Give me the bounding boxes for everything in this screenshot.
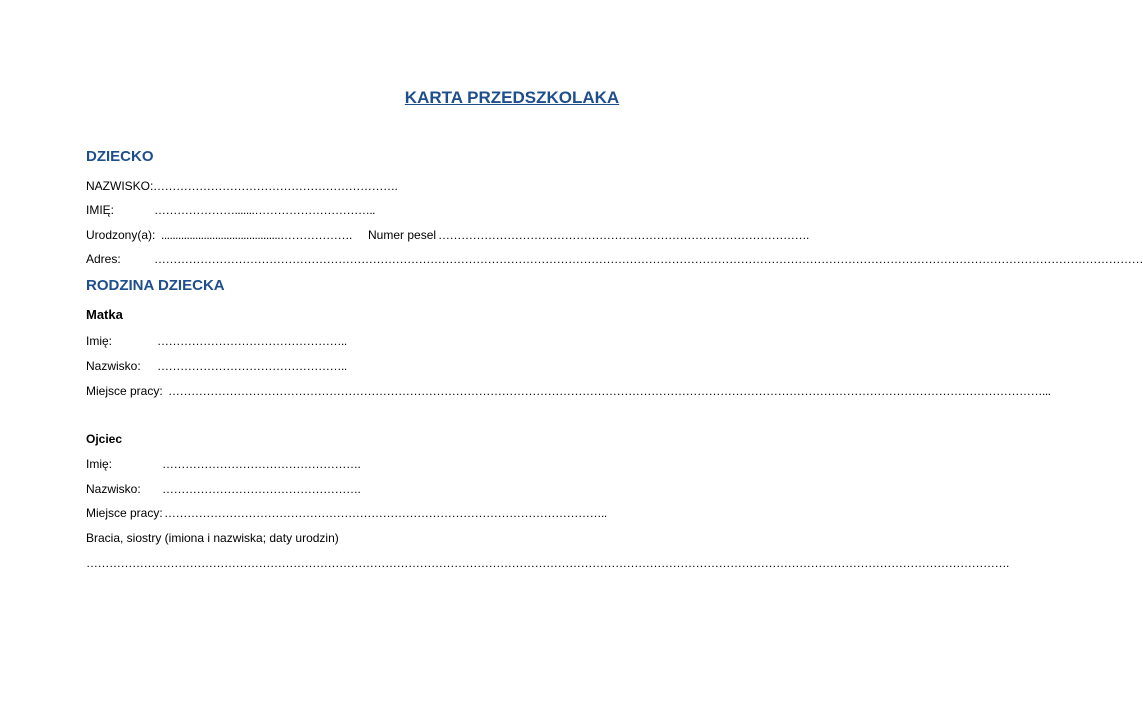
father-work-label: Miejsce pracy: <box>86 506 163 520</box>
child-address-field[interactable]: …………………………………………………………………………………………………………………………………………………………………………………………………………………………………… <box>154 252 1143 266</box>
child-born-field[interactable]: ..........................................………………. <box>161 228 352 242</box>
page-title: KARTA PRZEDSZKOLAKA <box>404 88 620 107</box>
child-address-label: Adres: <box>86 252 121 266</box>
father-surname-field[interactable]: ……………………………………………. <box>162 482 361 496</box>
mother-firstname-label: Imię: <box>86 334 113 348</box>
child-section-heading: DZIECKO <box>86 148 154 165</box>
family-section-heading: RODZINA DZIECKA <box>86 277 225 294</box>
child-pesel-label: Numer pesel <box>368 228 437 242</box>
child-surname-field[interactable]: ………………………………………………………. <box>153 179 398 193</box>
mother-heading: Matka <box>86 307 123 322</box>
child-firstname-label: IMIĘ: <box>86 203 115 217</box>
child-surname-label: NAZWISKO: <box>86 179 154 193</box>
child-born-label: Urodzony(a): <box>86 228 156 242</box>
mother-surname-field[interactable]: ………………………………………….. <box>157 359 347 373</box>
father-work-field[interactable]: …………………………………………………………………………………………………….. <box>164 506 607 520</box>
mother-firstname-field[interactable]: ………………………………………….. <box>157 334 347 348</box>
father-heading: Ojciec <box>86 432 123 446</box>
father-surname-label: Nazwisko: <box>86 482 141 496</box>
mother-work-field[interactable]: …………………………………………………………………………………………………………………………………………………………………………………………………………... <box>168 384 1051 398</box>
mother-work-label: Miejsce pracy: <box>86 384 163 398</box>
siblings-label: Bracia, siostry (imiona i nazwiska; daty urodzin) <box>86 531 339 545</box>
father-firstname-field[interactable]: ……………………………………………. <box>162 457 361 471</box>
child-pesel-field[interactable]: ……………………………………………………………………………………. <box>438 228 809 242</box>
father-firstname-label: Imię: <box>86 457 113 471</box>
siblings-field[interactable]: ……………………………………………………………………………………………………………………………………………………………………………………………………………………. <box>86 556 1009 570</box>
child-firstname-field[interactable]: ………………….......………………………….. <box>154 203 376 217</box>
mother-surname-label: Nazwisko: <box>86 359 141 373</box>
